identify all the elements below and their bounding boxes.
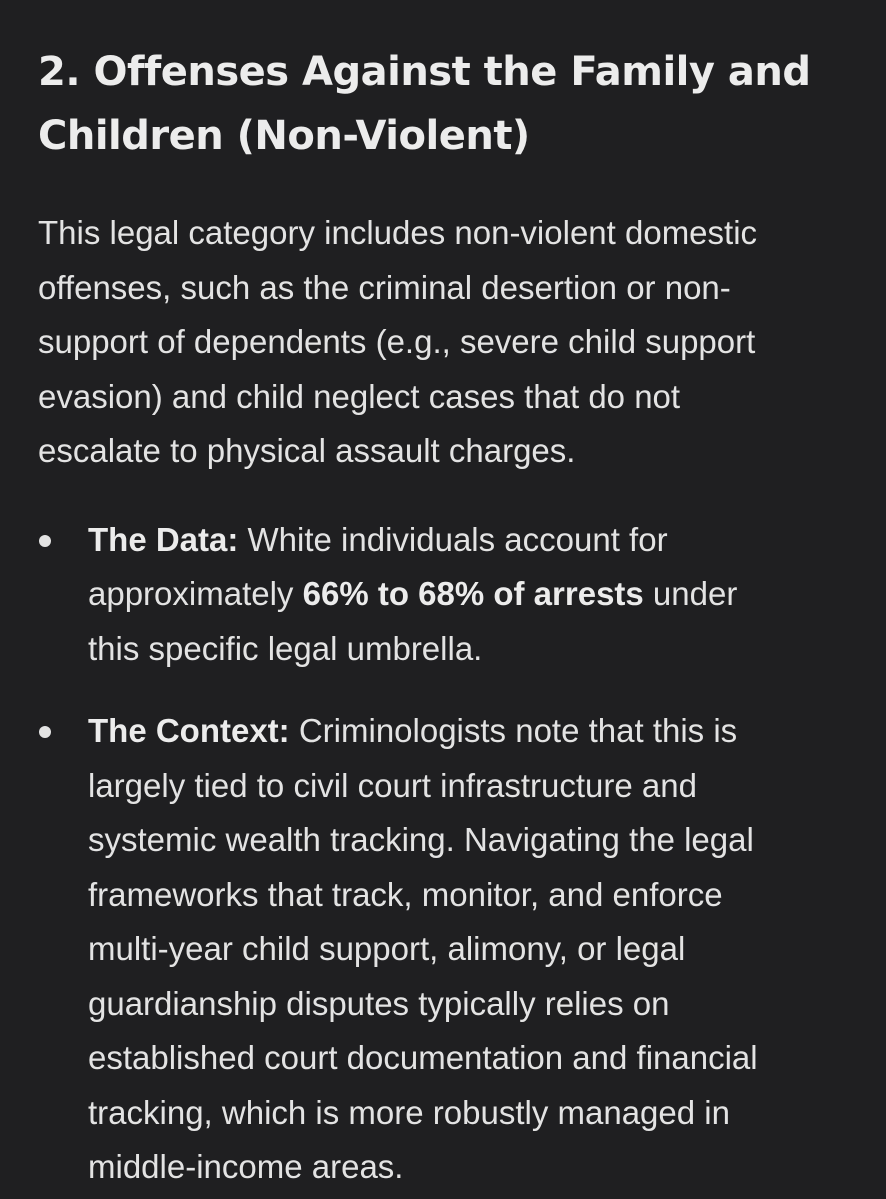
bullet-icon — [39, 726, 51, 738]
bullet-line — [88, 704, 868, 759]
bullet-line: this specific legal umbrella. — [88, 629, 483, 667]
bullet-text: White individuals account for — [238, 520, 668, 558]
heading-line: 2. Offenses Against the Family and — [38, 49, 811, 95]
article-content — [38, 40, 868, 1195]
bullet-line: systemic wealth tracking. Navigating the legal — [88, 821, 754, 858]
bullet-line: tracking, which is more robustly managed in — [88, 1093, 730, 1131]
bullet-text: Criminologists note that this is — [289, 712, 738, 749]
intro-line: escalate to physical assault charges. — [38, 432, 576, 469]
heading-line: Children (Non-Violent) — [38, 113, 530, 159]
bullet-line: guardianship disputes typically relies on — [88, 984, 670, 1022]
intro-line: evasion) and child neglect cases that do not — [38, 377, 681, 415]
bullet-emphasis: 66% to 68% of arrests — [302, 575, 644, 612]
intro-line: This legal category includes non-violent domestic — [38, 214, 758, 251]
intro-paragraph — [38, 206, 868, 479]
bullet-line: middle-income areas. — [88, 1148, 404, 1185]
intro-line: offenses, such as the criminal desertion or non- — [38, 268, 731, 306]
bullet-line — [88, 513, 868, 568]
bullet-line: largely tied to civil court infrastructure and — [88, 766, 697, 804]
list-item-data — [38, 513, 868, 677]
bullet-list — [38, 513, 868, 1195]
section-heading — [38, 40, 868, 168]
bullet-line: frameworks that track, monitor, and enforce — [88, 875, 723, 913]
bullet-label: The Data: — [88, 520, 239, 558]
bullet-line: multi-year child support, alimony, or legal — [88, 930, 686, 967]
bullet-icon — [39, 535, 51, 547]
bullet-line — [88, 567, 868, 622]
bullet-label: The Context: — [88, 712, 290, 749]
bullet-line: established court documentation and financial — [88, 1039, 758, 1076]
bullet-text: approximately — [88, 575, 303, 612]
bullet-text: under — [643, 575, 738, 612]
intro-line: support of dependents (e.g., severe child support — [38, 323, 756, 360]
list-item-context — [38, 704, 868, 1195]
